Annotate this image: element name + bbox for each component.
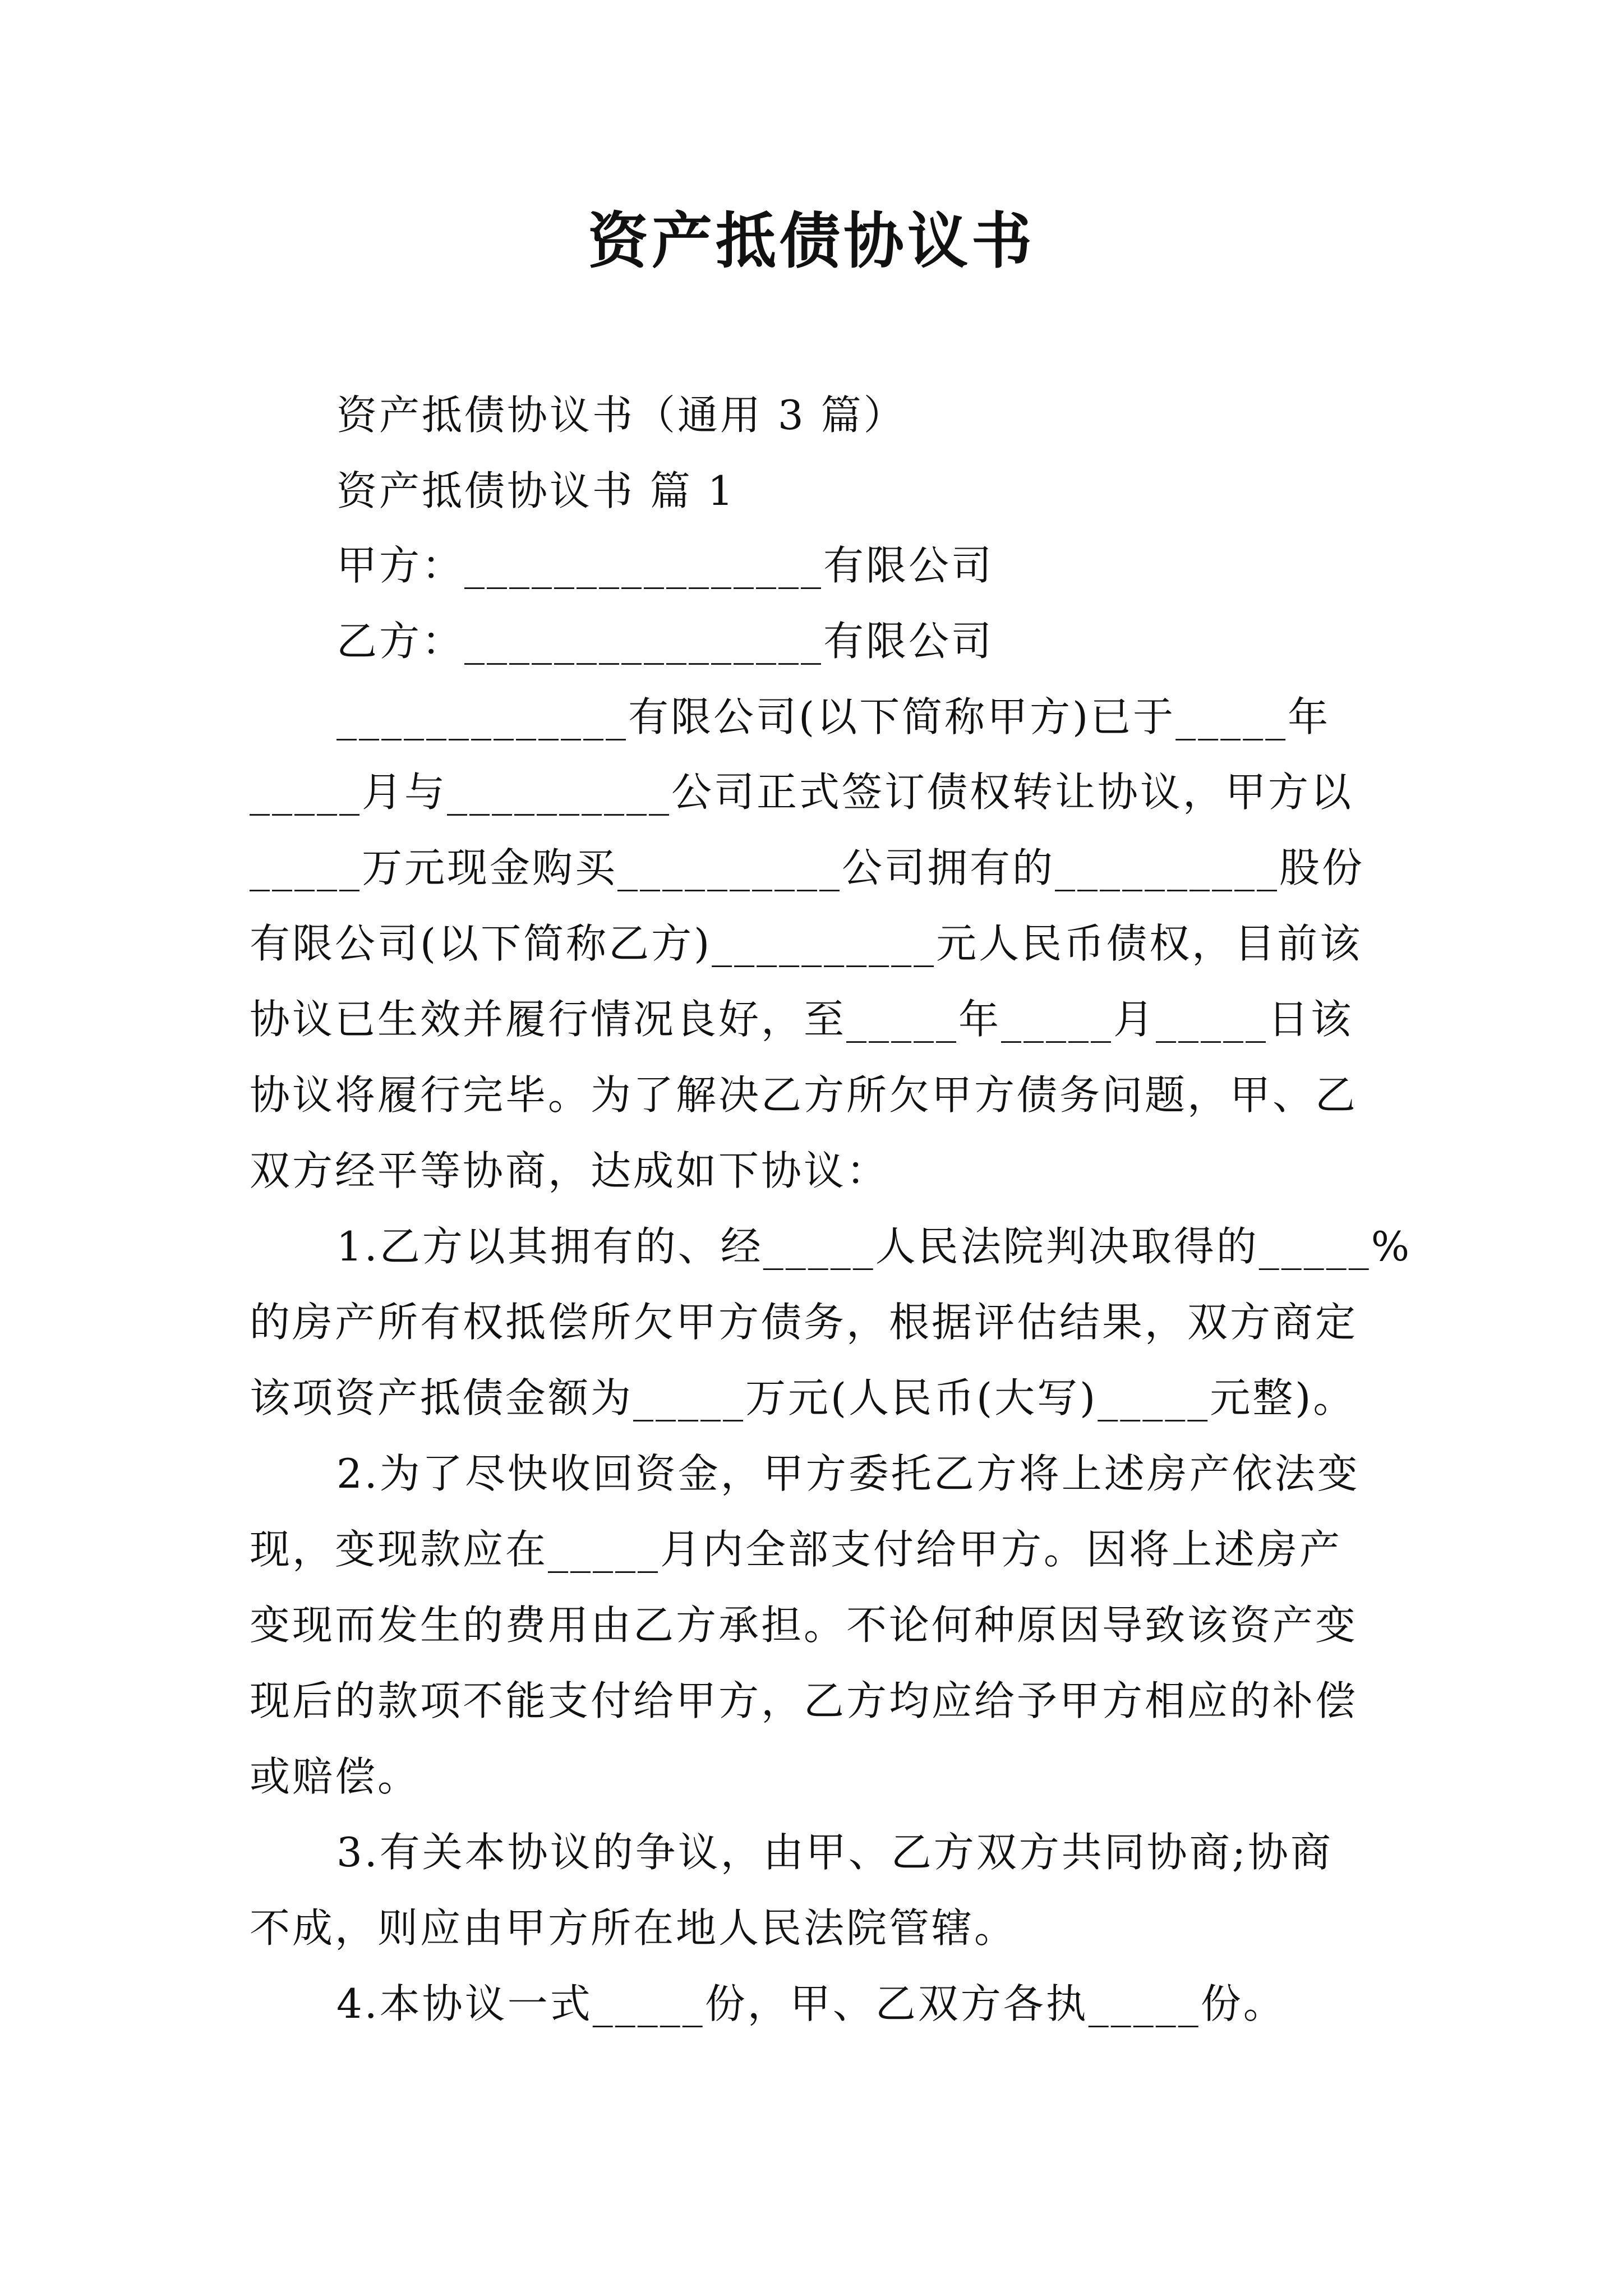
clause-3-line: 3.有关本协议的争议，由甲、乙方双方共同协商;协商 (336, 1829, 1333, 1876)
clause-1-line: 的房产所有权抵偿所欠甲方债务，根据评估结果，双方商定 (250, 1299, 1358, 1346)
paragraph-line: _____万元现金购买__________公司拥有的__________股份 (250, 844, 1365, 891)
paragraph-line: _____________有限公司(以下简称甲方)已于_____年 (336, 693, 1331, 740)
paragraph-line: 协议已生效并履行情况良好，至_____年_____月_____日该 (250, 996, 1354, 1043)
clause-2-line: 2.为了尽快收回资金，甲方委托乙方将上述房产依法变 (336, 1450, 1360, 1497)
document-subtitle: 资产抵债协议书（通用 3 篇） (336, 392, 906, 439)
clause-2-line: 变现而发生的费用由乙方承担。不论何种原因导致该资产变 (250, 1602, 1358, 1649)
party-b-line: 乙方：________________有限公司 (336, 618, 994, 665)
paragraph-line: 双方经平等协商，达成如下协议： (250, 1147, 889, 1194)
clause-1-line: 1.乙方以其拥有的、经_____人民法院判决取得的_____% (336, 1223, 1412, 1270)
clause-2-line: 现，变现款应在_____月内全部支付给甲方。因将上述房产 (250, 1526, 1343, 1573)
clause-4-line: 4.本协议一式_____份，甲、乙双方各执_____份。 (336, 1980, 1286, 2027)
paragraph-line: _____月与__________公司正式签订债权转让协议，甲方以 (250, 769, 1354, 816)
clause-2-line: 或赔偿。 (250, 1753, 421, 1800)
clause-2-line: 现后的款项不能支付给甲方，乙方均应给予甲方相应的补偿 (250, 1677, 1358, 1724)
clause-1-line: 该项资产抵债金额为_____万元(人民币(大写)_____元整)。 (250, 1374, 1356, 1421)
document-title: 资产抵债协议书 (587, 206, 1035, 277)
paragraph-line: 有限公司(以下简称乙方)__________元人民币债权，目前该 (250, 920, 1363, 967)
party-a-line: 甲方：________________有限公司 (336, 542, 994, 589)
paragraph-line: 协议将履行完毕。为了解决乙方所欠甲方债务问题，甲、乙 (250, 1071, 1358, 1119)
clause-3-line: 不成，则应由甲方所在地人民法院管辖。 (250, 1904, 1017, 1952)
section-heading: 资产抵债协议书 篇 1 (336, 467, 736, 514)
